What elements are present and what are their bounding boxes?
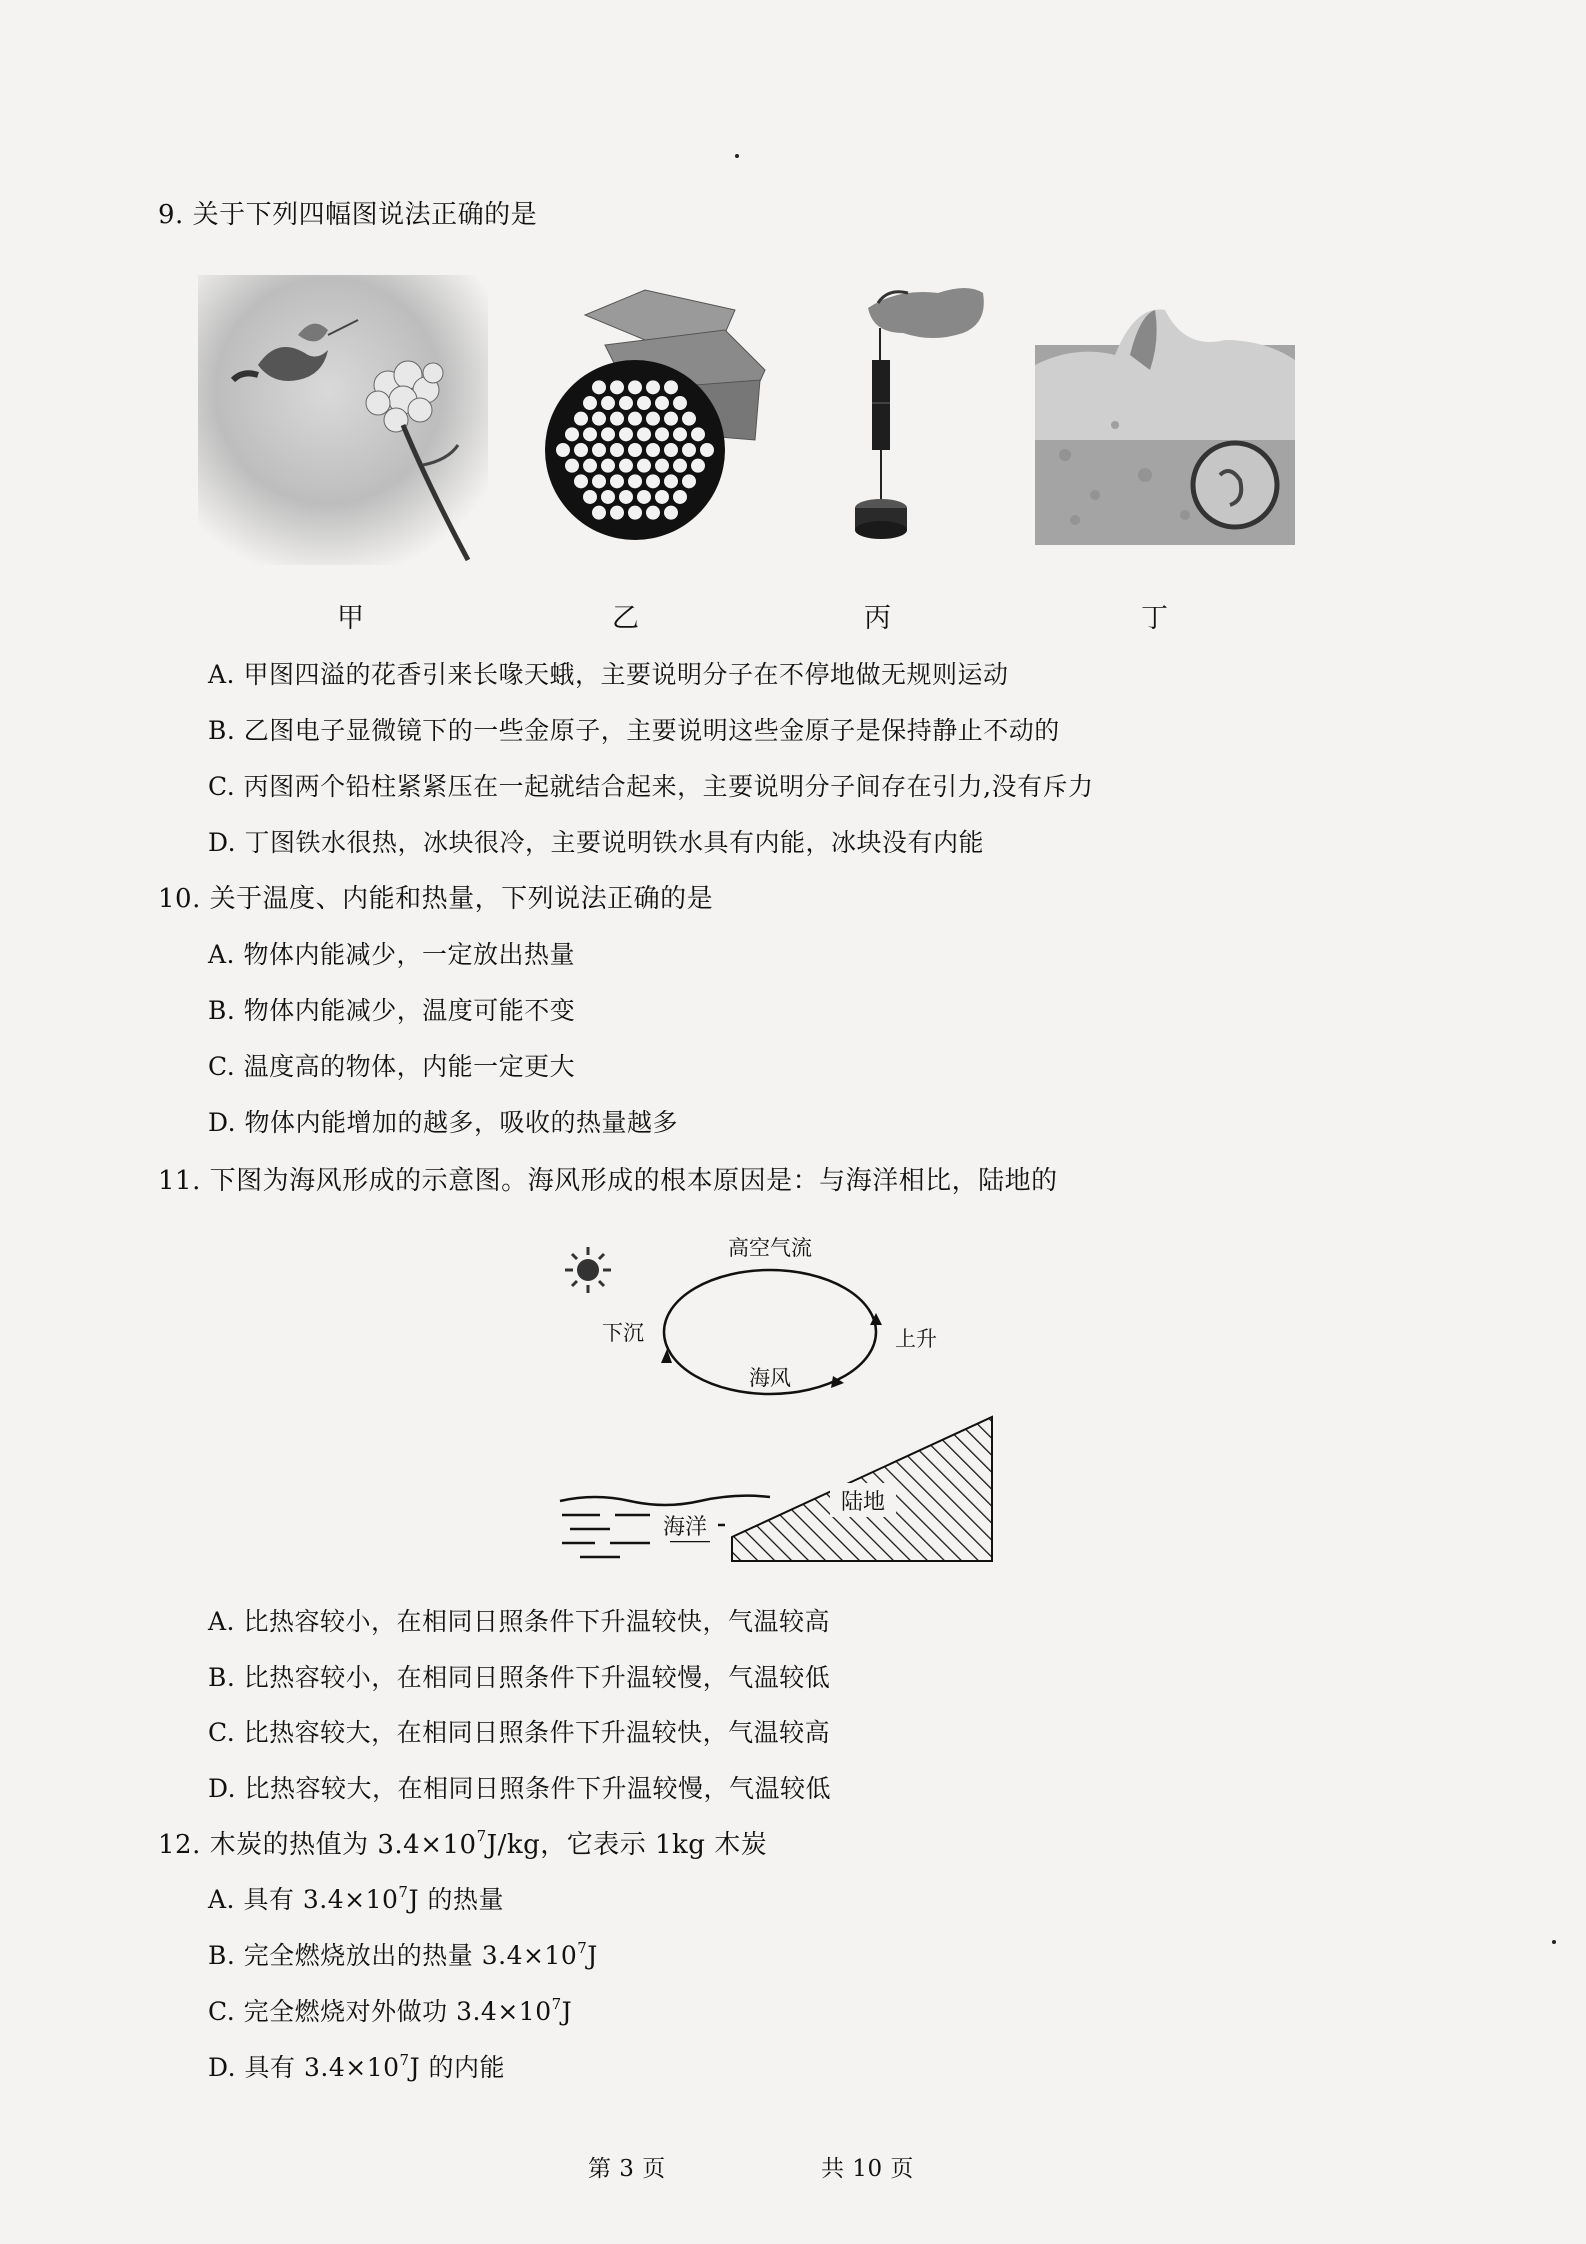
atom [655,459,669,473]
q10-option-a: A. 物体内能减少，一定放出热量 [208,940,575,969]
atom [664,506,678,520]
atom [655,490,669,504]
atom [646,380,660,394]
atom [682,412,696,426]
atom [574,412,588,426]
lead-cylinder-photo [838,278,988,548]
q9-option-a: A. 甲图四溢的花香引来长喙天蛾，主要说明分子在不停地做无规则运动 [208,660,1009,689]
atom [610,380,624,394]
atom [619,427,633,441]
q11-option-b: B. 比热容较小，在相同日照条件下升温较慢，气温较低 [208,1663,831,1692]
atom [619,459,633,473]
atom [592,412,606,426]
atom [637,396,651,410]
atom [556,443,570,457]
page-number: 第 3 页 [588,2156,666,2182]
q9-option-d: D. 丁图铁水很热，冰块很冷，主要说明铁水具有内能，冰块没有内能 [208,828,985,857]
atom [664,443,678,457]
label-land: 陆地 [840,1489,886,1514]
sun-icon [565,1247,611,1293]
atom [691,427,705,441]
atom [610,506,624,520]
atom [601,490,615,504]
atom [583,490,597,504]
label-sea-breeze: 海风 [749,1366,791,1390]
q9-option-c: C. 丙图两个铅柱紧紧压在一起就结合起来，主要说明分子间存在引力,没有斥力 [208,772,1094,801]
atom [700,443,714,457]
label-sinking: 下沉 [602,1321,644,1345]
atom [628,412,642,426]
atom [619,396,633,410]
atom [646,474,660,488]
atom [628,506,642,520]
atom [592,380,606,394]
caption-bing: 丙 [864,603,891,634]
q11-stem: 11. 下图为海风形成的示意图。海风形成的根本原因是：与海洋相比，陆地的 [158,1166,1058,1196]
atom [592,443,606,457]
atom [646,506,660,520]
q12-option-d: D. 具有 $3.4\times 10^7J$ 的内能 [208,2050,506,2082]
atom [574,474,588,488]
atom [646,412,660,426]
page-total: 共 10 页 [821,2156,914,2182]
atom [628,474,642,488]
atom [673,459,687,473]
gold-atoms-photo [545,285,770,550]
scan-speck [735,154,739,158]
q12-option-a: A. 具有 $3.4\times 10^7J$ 的热量 [208,1882,504,1914]
atom [655,427,669,441]
atom [646,443,660,457]
atom [565,427,579,441]
atom [601,459,615,473]
atom [583,427,597,441]
atom [655,396,669,410]
label-ocean: 海洋 [662,1514,708,1539]
caption-jia: 甲 [337,603,364,634]
atom [592,474,606,488]
atom [583,396,597,410]
atom [610,412,624,426]
atom [619,490,633,504]
atom [673,490,687,504]
atom [691,459,705,473]
caption-yi: 乙 [612,603,639,634]
atom [610,474,624,488]
molten-iron-ice-photo [1035,305,1295,545]
q11-option-c: C. 比热容较大，在相同日照条件下升温较快，气温较高 [208,1718,831,1747]
sea-breeze-diagram [540,1225,1010,1565]
atom [637,490,651,504]
q10-option-c: C. 温度高的物体，内能一定更大 [208,1052,576,1081]
q10-option-d: D. 物体内能增加的越多，吸收的热量越多 [208,1108,679,1137]
atom [628,380,642,394]
caption-ding: 丁 [1141,603,1168,634]
q10-stem: 10. 关于温度、内能和热量，下列说法正确的是 [158,884,714,914]
q10-option-b: B. 物体内能减少，温度可能不变 [208,996,576,1025]
atom [664,380,678,394]
atom [628,443,642,457]
atom [565,459,579,473]
q11-option-a: A. 比热容较小，在相同日照条件下升温较快，气温较高 [208,1607,830,1636]
q9-option-b: B. 乙图电子显微镜下的一些金原子，主要说明这些金原子是保持静止不动的 [208,716,1060,745]
atom [574,443,588,457]
label-upper-airflow: 高空气流 [728,1236,812,1260]
atom [601,396,615,410]
atom [682,443,696,457]
atom [610,443,624,457]
atom [664,474,678,488]
q12-option-c: C. 完全燃烧对外做功 $3.4\times 10^7J$ [208,1994,573,2026]
atom [664,412,678,426]
q12-stem: 12. 木炭的热值为 $3.4\times 10^7J/kg$，它表示 1kg 木炭 [158,1827,768,1860]
atom [637,459,651,473]
atom [583,459,597,473]
q11-option-d: D. 比热容较大，在相同日照条件下升温较慢，气温较低 [208,1774,832,1803]
atom [682,474,696,488]
atom [673,427,687,441]
atom [673,396,687,410]
q12-option-b: B. 完全燃烧放出的热量 $3.4\times 10^7J$ [208,1938,598,1970]
label-rising: 上升 [895,1327,937,1351]
q9-stem: 9. 关于下列四幅图说法正确的是 [158,200,538,230]
atom [592,506,606,520]
moth-flower-photo [198,275,488,565]
scan-speck [1552,1940,1556,1944]
atom [637,427,651,441]
atom [601,427,615,441]
